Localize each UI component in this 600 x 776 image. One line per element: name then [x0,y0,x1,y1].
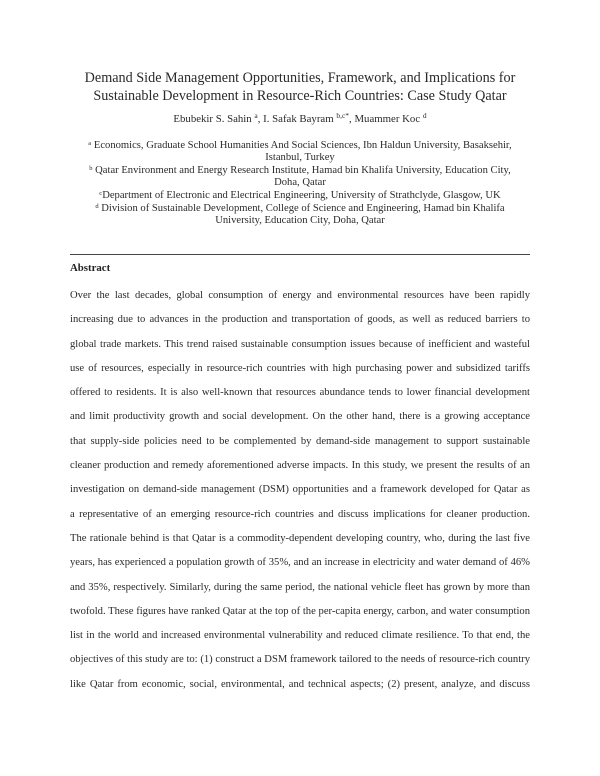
affil-mark: a [88,140,92,147]
affil-text: Qatar Environment and Energy Research Institute, Hamad bin Khalifa University, Education City, [95,165,511,176]
affiliation [80,138,520,165]
abstract-body [70,284,530,697]
section-divider [70,254,530,255]
affil-text: University, Education City, Doha, Qatar [215,215,385,227]
author-affil-mark: b,c* [336,111,350,120]
affiliation [80,163,520,190]
abstract-line: investigation on demand-side management (DSM) opportunities and a framework developed for Qatar as [70,484,530,496]
author-affil-mark: a [254,111,258,120]
abstract-line: years, has experienced a population growth of 35%, and an increase in electricity and water demand of 46% [70,557,530,569]
abstract-line: like Qatar from economic, social, environmental, and technical aspects; (2) present, analyze, and discuss [70,678,530,690]
affil-text: Department of Electronic and Electrical Engineering, University of Strathclyde, Glasgow, UK [102,190,501,201]
abstract-line: and limit productivity growth and social development. On the other hand, there is a growing acceptance [70,411,530,423]
abstract-line: The rationale behind is that Qatar is a commodity-dependent developing country, who, during the last five [70,532,530,544]
abstract-line: offered to residents. It is also well-known that resources abundance tends to lower financial development [70,387,530,399]
affil-text: Doha, Qatar [274,177,326,189]
affil-mark: d [95,203,99,210]
abstract-line: global trade markets. This trend raised sustainable consumption issues because of inefficient and wasteful [70,338,530,350]
abstract-line: list in the world and increased environmental vulnerability and reduced climate resilience. To that end, the [70,630,530,642]
abstract-line: a representative of an emerging resource-rich countries and discuss implications for cleaner production. [70,508,530,520]
affil-mark: c [99,190,103,197]
affil-text: Istanbul, Turkey [265,152,335,164]
affiliation [80,201,520,228]
title-line: Demand Side Management Opportunities, Framework, and Implications for [84,70,516,86]
author-affil-mark: d [422,111,427,120]
title-line: Sustainable Development in Resource-Rich Countries: Case Study Qatar [93,88,507,104]
abstract-heading: Abstract [70,262,111,274]
abstract-line: use of resources, especially in resource-rich countries with high purchasing power and subsidized tariffs [70,362,530,374]
author-name: Ebubekir S. Sahin [173,113,252,125]
author-name: I. Safak Bayram [263,113,334,125]
abstract-line: objectives of this study are to: (1) construct a DSM framework tailored to the needs of resource-rich country [70,654,530,666]
abstract-line: twofold. These figures have ranked Qatar at the top of the per-capita energy, carbon, and water consumption [70,605,530,617]
affil-text: Division of Sustainable Development, College of Science and Engineering, Hamad bin Khalifa [101,203,505,214]
affil-mark: b [89,165,93,172]
abstract-line: increasing due to advances in the production and transportation of goods, as well as reduced barriers to [70,314,530,326]
author-name: Muammer Koc [354,113,421,125]
abstract-line: and 35%, respectively. Similarly, during the same period, the national vehicle fleet has grown by more than [70,581,530,593]
abstract-line: Over the last decades, global consumption of energy and environmental resources have been rapidly [70,290,530,301]
paper-title [40,69,560,105]
affil-text: Economics, Graduate School Humanities And Social Sciences, Ibn Haldun University, Basaksehir, [93,140,512,151]
abstract-line: cleaner production and remedy aforementioned adverse impacts. In this study, we present the results of an [70,460,530,472]
abstract-line: that supply-side policies need to be complemented by demand-side management to support sustainable [70,435,530,447]
author-list: Ebubekir S. Sahin $^a$, I. Safak Bayram $^{b,c*}$, Muammer Koc $^d$ [173,111,427,125]
